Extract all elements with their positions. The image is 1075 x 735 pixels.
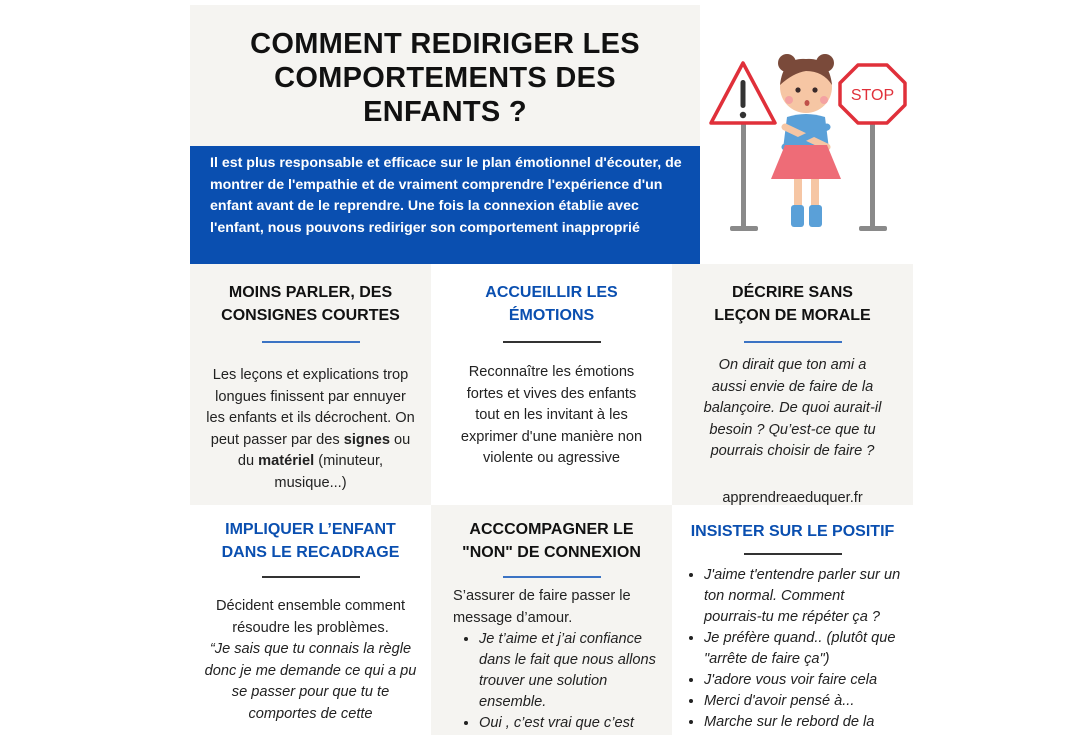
card-impliquer-enfant [190, 505, 431, 735]
bullet-list [672, 565, 913, 733]
list-item: • Oui , c’est vrai que c’est [479, 713, 658, 734]
divider [503, 576, 601, 578]
title-line: COMPORTEMENTS DES [274, 62, 616, 94]
title-line: COMMENT REDIRIGER LES [250, 28, 640, 60]
card-moins-parler [190, 264, 431, 505]
card-title: DÉCRIRE SANS LEÇON DE MORALE [714, 284, 871, 324]
page-title [190, 27, 700, 129]
card-title: ACCUEILLIR LES ÉMOTIONS [485, 284, 618, 324]
girl-icon [771, 54, 841, 227]
divider [262, 341, 360, 343]
list-item: • Merci d'avoir pensé à... [704, 691, 905, 712]
list-item: • Je t’aime et j’ai confiance dans le fait que nous allons trouver une solution ensemble. [479, 629, 658, 713]
divider [503, 341, 601, 343]
card-accompagner-non [431, 505, 672, 735]
list-item: • J'adore vous voir faire cela [704, 670, 905, 691]
divider [262, 576, 360, 578]
card-accueillir-emotions [431, 264, 672, 505]
website-link[interactable]: apprendreaeduquer.fr [722, 489, 863, 506]
list-item: • Marche sur le rebord de la [704, 712, 905, 733]
list-item: • J'aime t'entendre parler sur un ton normal. Comment pourrais-tu me répéter ça ? [704, 565, 905, 628]
divider [744, 341, 842, 343]
card-insister-positif [672, 505, 913, 735]
intro-banner [190, 146, 700, 264]
card-title: ACCCOMPAGNER LE "NON" DE CONNEXION [462, 521, 641, 561]
card-body: Décident ensemble comment résoudre les problèmes. [216, 598, 405, 636]
child-stop-illustration [705, 45, 910, 260]
card-quote: “Je sais que tu connais la règle donc je me demande ce qui a pu se passer pour que tu te comportes de cette [204, 641, 417, 722]
card-title: IMPLIQUER L’ENFANT DANS LE RECADRAGE [221, 521, 400, 561]
card-decrire-sans-morale [672, 264, 913, 505]
svg-text:STOP: STOP [850, 87, 895, 104]
card-body: Reconnaître les émotions fortes et vives des enfants tout en les invitant à les exprimer d'une manière non violente ou agressive [460, 364, 643, 466]
title-line: ENFANTS ? [363, 96, 527, 128]
card-body: S’assurer de faire passer le message d’amour. [453, 588, 631, 626]
warning-sign-icon [711, 63, 775, 231]
card-title: MOINS PARLER, DES CONSIGNES COURTES [221, 284, 400, 324]
card-title: INSISTER SUR LE POSITIF [690, 523, 895, 540]
divider [744, 553, 842, 555]
list-item: • Je préfère quand.. (plutôt que "arrête de faire ça") [704, 628, 905, 670]
card-body: Les leçons et explications trop longues finissent par ennuyer les enfants et ils décrochent. On peut passer par des signes ou du matériel (minuteur, musique...) [206, 367, 415, 491]
stop-sign-icon [840, 65, 905, 231]
bullet-list [431, 629, 672, 734]
title-block [190, 5, 700, 146]
intro-text: Il est plus responsable et efficace sur le plan émotionnel d'écouter, de montrer de l'empathie et de vraiment comprendre l'expérience d'un enfant avant de le reprendre. Une fois la connexion établie avec l'enfant, nous pouvons rediriger son comportement inapproprié [210, 155, 682, 236]
card-body: On dirait que ton ami a aussi envie de faire de la balançoire. De quoi aurait-il besoin ? Qu’est-ce que tu pourrais choisir de faire ? [703, 357, 882, 459]
